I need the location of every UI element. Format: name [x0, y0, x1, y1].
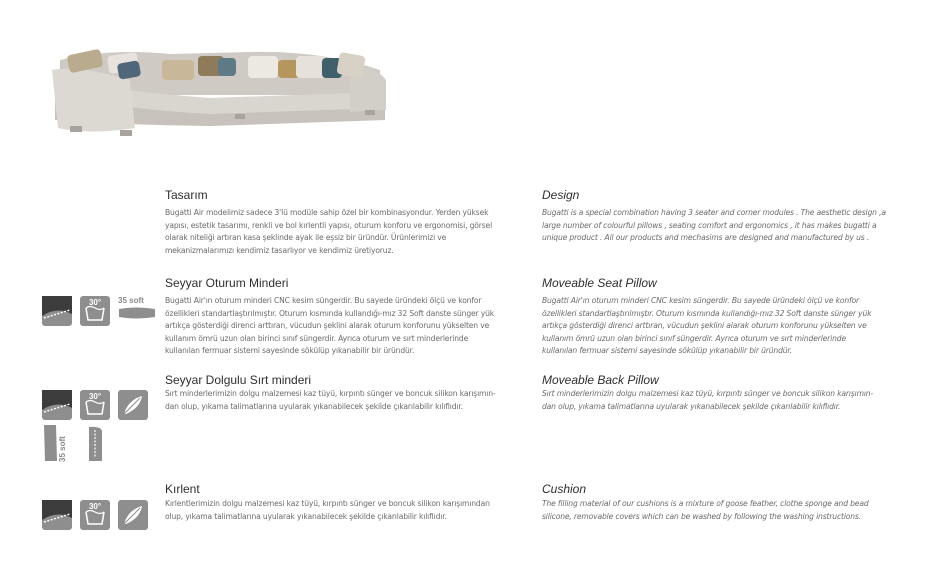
- section-body-en-seat-pillow: Bugatti Air'ın oturum minderi CNC kesim süngerdir. Bu sayede üründeki ölçü ve konfor özellikleri standartlaştırılmıştır. Oturum kısmında kullandığı-mız 32 Soft danste sünger yük artıkça gösterdiği direnci arttıran, vücudun şeklini alarak oturum konforunu yükselten ve kullanım ömrü uzun olan birinci sınıf süngerdir. Ayrıca oturum ve sırt minderlerinde kullanılan fermuar sistemi sayesinde sökülüp yıkanabilir bir üründür.: [542, 296, 872, 355]
- section-title-en-back-pillow: Moveable Back Pillow: [542, 373, 659, 387]
- wash-30-icon: [80, 500, 110, 530]
- section-body-en-back-pillow: Sırt minderlerimizin dolgu malzemesi kaz tüyü, kırpıntı sünger ve boncuk silikon karışımın- dan olup, yıkama talimatlarına uyularak yıkanabilecek şekilde çıkarılabilir kılıflıdır.: [542, 389, 874, 411]
- back-pillow-zipper-icon: [86, 426, 104, 462]
- sofa-image: [50, 40, 390, 140]
- wash-temp-label: 30°: [88, 392, 102, 401]
- foam-pad-icon: [118, 306, 156, 320]
- section-title-en-cushion: Cushion: [542, 482, 587, 496]
- section-body-tr-seat-pillow: Bugatti Air'ın oturum minderi CNC kesim süngerdir. Bu sayede üründeki ölçü ve konfor özellikleri standartlaştırılmıştır. Oturum kısmında kullandığı-mız 32 Soft danste sünger yük artıkça gösterdiği direnci arttıran, vücudun şeklini alarak oturum konforunu yükselten ve kullanım ömrü uzun olan birinci sınıf süngerdir. Ayrıca oturum ve sırt minderlerinde kullanılan fermuar sistemi sayesinde sökülüp yıkanabilir bir üründür.: [165, 296, 495, 355]
- section-title-en-design: Design: [542, 188, 580, 202]
- soft-foam-label: 35 soft: [118, 296, 144, 305]
- section-title-tr-seat-pillow: Seyyar Oturum Minderi: [165, 276, 289, 290]
- section-title-tr-back-pillow: Seyyar Dolgulu Sırt minderi: [165, 373, 312, 387]
- wash-30-icon: [80, 296, 110, 326]
- section-title-en-seat-pillow: Moveable Seat Pillow: [542, 276, 657, 290]
- section-body-tr-back-pillow: Sırt minderlerimizin dolgu malzemesi kaz tüyü, kırpıntı sünger ve boncuk silikon karışımın- dan olup, yıkama talimatlarına uyularak yıkanabilecek şekilde çıkarılabilir kılıflıdır.: [165, 389, 496, 411]
- section-body-en-cushion: The filling material of our cushions is a mixture of goose feather, clothe sponge and bead silicone, removable covers which can be washed by following the washing instructions.: [542, 499, 869, 521]
- wash-temp-label: 30°: [88, 298, 102, 307]
- wash-30-icon: [80, 390, 110, 420]
- section-body-en-design: Bugatti is a special combination having 3 seater and corner modules . The aesthetic design ,a large number of colourful pillows , seating comfort and ergonomics , it has makes bugatti a unique product . All our products and mechasims are designed and manufactured by us .: [542, 208, 886, 242]
- soft-foam-label-vertical: 35 soft: [58, 436, 67, 462]
- section-title-tr-design: Tasarım: [165, 188, 208, 202]
- zipper-cushion-icon: [42, 390, 72, 420]
- zipper-cushion-icon: [42, 296, 72, 326]
- wash-temp-label: 30°: [88, 502, 102, 511]
- section-body-tr-cushion: Kırlentlerimizin dolgu malzemesi kaz tüyü, kırpıntı sünger ve boncuk silikon karışımından olup, yıkama talimatlarına uyularak yıkanabilecek şekilde çıkarılabilir kılıflıdır.: [165, 499, 490, 521]
- feather-icon: [118, 500, 148, 530]
- section-body-tr-design: Bugatti Air modelimiz sadece 3'lü modüle sahip özel bir kombinasyondur. Yerden yüksek yapısı, estetik tasarımı, renkli ve bol kırlentli yapısı, oturum konforu ve ergonomisi, görsel olarak niteliği artıran kasa şeklinde ayak ile eşsiz bir üründür. Ürünlerimizi ve mekanizmalarımızı kendimiz tasarlıyor ve kendimiz üretiyoruz.: [165, 208, 493, 255]
- back-pillow-foam-icon: [42, 424, 58, 462]
- section-title-tr-cushion: Kırlent: [165, 482, 200, 496]
- feather-icon: [118, 390, 148, 420]
- zipper-cushion-icon: [42, 500, 72, 530]
